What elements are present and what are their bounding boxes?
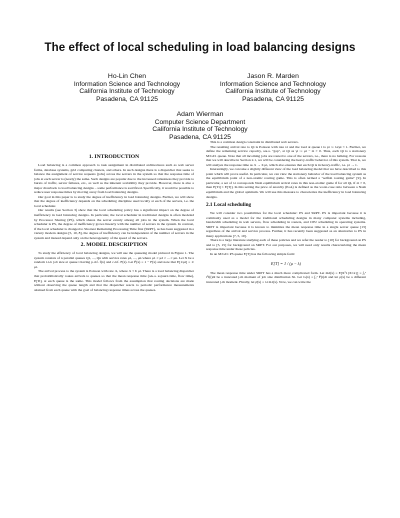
author-2	[198, 73, 348, 103]
author-1	[52, 73, 202, 103]
left-column	[34, 152, 194, 512]
subsection-heading-local-scheduling: 2.1 Local scheduling	[206, 202, 252, 209]
author-name: Adam Wierman	[176, 111, 224, 118]
author-location: Pasadena, CA 91125	[96, 95, 158, 103]
section-heading-model: 2. MODEL DESCRIPTION	[80, 242, 148, 249]
paper-title: The effect of local scheduling in load balancing designs	[44, 42, 356, 54]
author-name: Jason R. Marden	[247, 73, 299, 80]
author-location: Pasadena, CA 91125	[242, 95, 304, 103]
section-heading-introduction: 1. INTRODUCTION	[88, 154, 140, 160]
author-institution: California Institute of Technology	[152, 126, 248, 134]
author-affiliation: Computer Science Department	[154, 118, 246, 126]
intro-paragraph-3: Our results (see Section 3) show that the local scheduling policy has a significant impact on the degree of inefficiency in load balancing designs. In particular, the local scheduler in traditional designs is often modeled by Processor Sharing (PS), which shares the server evenly among all jobs in the system. When the local scheduler is PS, the degree of inefficiency grows linearly with the number of servers in the system. In contrast, if the local scheduler is changed to Shortest Remaining Processing Time first (SRPT), as has been suggested in a variety modern designs [5, 10, 8], the degree of inefficiency can be independent of the number of servers in the system and instead depend only on the heterogeneity of the speed of the servers.	[34, 208, 194, 240]
local-paragraph-2: There is a large literature studying each of these policies and we refer the reader to [10] for background on PS and to [5, 15] for background on SRPT. For our purposes, we will need only results characterizing the mean response time under these policies.	[206, 238, 366, 252]
author-affiliation: Information Science and Technology	[73, 80, 181, 88]
model-paragraph-5: Interestingly, we can take a slightly different view of the load balancing model that we have described to this point which will prove useful. In particular, we can view the stationary behavior of the load balancing system as the equilibrium point of a non-atomic routing game. This is often termed a "selfish routing game" [9]. In particular, a set of λi corresponds Nash equilibrium arrival rates in this non-atomic game if for all Qi, if λi > 0, then E[Ti] ≤ E[Tj]. In this setting the price of anarchy (PoA) is defined as the worst-case ratio between a Nash equilibrium and the global optimum. We will use this measure to characterize the inefficiency in load balancing designs.	[206, 167, 366, 199]
author-institution: California Institute of Technology	[79, 88, 175, 96]
author-3	[125, 111, 275, 141]
model-paragraph-4: The resulting arrival rate to Qi is Poisson with rate λi and the load at queue i is ρi := λi/μi < 1. Further, we define the remaining service capacity, a.k.a. "gap", at Qi as γi := μi − λi > 0. Thus, each Qi is a stationary M/GI/1 queue. Note that all incoming jobs are routed to one of the servers, i.e., there is no balking. For reasons that we will describe in Section 2.1, we will be considering the heavy-traffic behavior of this system. That is, we will analyze the response time as Λ → Σ μi, which also ensures that each Qi is in heavy-traffic, i.e. ρi → 1.	[206, 144, 366, 167]
local-paragraph-3: In an M/GI/1 PS queue E[T] has the following simple form:	[210, 252, 296, 257]
local-paragraph-1: We will consider two possibilities for the local scheduler: PS and SRPT. PS is important because it is commonly used as a model for the traditional scheduling designs in many computer systems including, bandwidth scheduling in web servers, flow scheduling in routers, and CPU scheduling in operating systems. SRPT is important because it is known to minimize the mean response time in a single server queue [13] regardless of the arrival and service process. Further, it has recently been suggested as an alternative to PS in many applications [7, 5, 10].	[206, 211, 366, 238]
author-name: Ho-Lin Chen	[107, 73, 147, 80]
intro-paragraph-2: Our goal in this paper is to study the degree of inefficiency in load balancing designs. Further, we will show that the degree of inefficiency depends on the scheduling discipline used locally at each of the servers, i.e. the local scheduler.	[34, 194, 194, 208]
author-affiliation: Information Science and Technology	[219, 80, 327, 88]
model-paragraph-2: The arrival process to the system is Poisson with rate Λ, where Λ < Σ μi. There is a load balancing dispatcher that probabilistically routes arrivals to queues so that the mean response time (a.k.a. sojourn time, flow time), E[Ti], at each queue is the same. This model follows from the assumption that routing decisions are made without observing the queue length and that the dispatcher reacts to periodic performance measurements attained from each queue with the goal of balancing response times across the queues.	[34, 269, 194, 292]
author-institution: California Institute of Technology	[225, 88, 321, 96]
model-paragraph-1: To study the efficiency of local balancing designs, we will use the queueing model pictured in Figure 1. The system consists of n parallel queues Q1, ..., Qn with service rates μ1, ..., μn where μ1 ≥ μ2 ≥ ... ≥ μn. Let X be a random i.i.d. job size at queue i having p.d.f. f(x) and c.d.f. F(x). Let F̄(x) = 1 − F(x) and note that E[1/μi] = 1/μi.	[34, 251, 194, 269]
model-paragraph-3: This is a common design constraint in distributed web servers.	[210, 140, 299, 144]
intro-paragraph-1: Load balancing is a common approach to task assignment in distributed architectures such as web server farms, database systems, grid computing clusters, and others. In such designs there is a dispatcher that seeks to balance the assignment of service requests (jobs) across the servers in the system so that the response time of jobs at each server is (nearly) the same. Such designs are popular due to the increased robustness they provide to bursts of traffic, server failures, etc., as well as the inherent scalability they provide. However, there is also a major drawback to load balancing designs – some performance is sacrificed. Specifically, it would be possible to reduce user response times by moving away from load balancing designs.	[34, 163, 194, 195]
right-column	[206, 140, 366, 512]
author-location: Pasadena, CA 91125	[169, 133, 231, 141]
local-paragraph-4: The mean response time under SRPT has a much more complicated form. Let m2(x) = E[X²1{X≤x}] = ∫₀ˣ t²f(t)dt be a truncated j-th moment of job size distribution Xi. Let G(x) = ∫₀ˣ F̄(t)dt and let ρ(x) be a different truncated j-th moment. Finally, let ρ̄(x) = λi m1(x). Now, we can write the	[206, 270, 366, 284]
equation-ps-response-time: E[T] = 1 / (μ − λ)	[270, 260, 302, 266]
